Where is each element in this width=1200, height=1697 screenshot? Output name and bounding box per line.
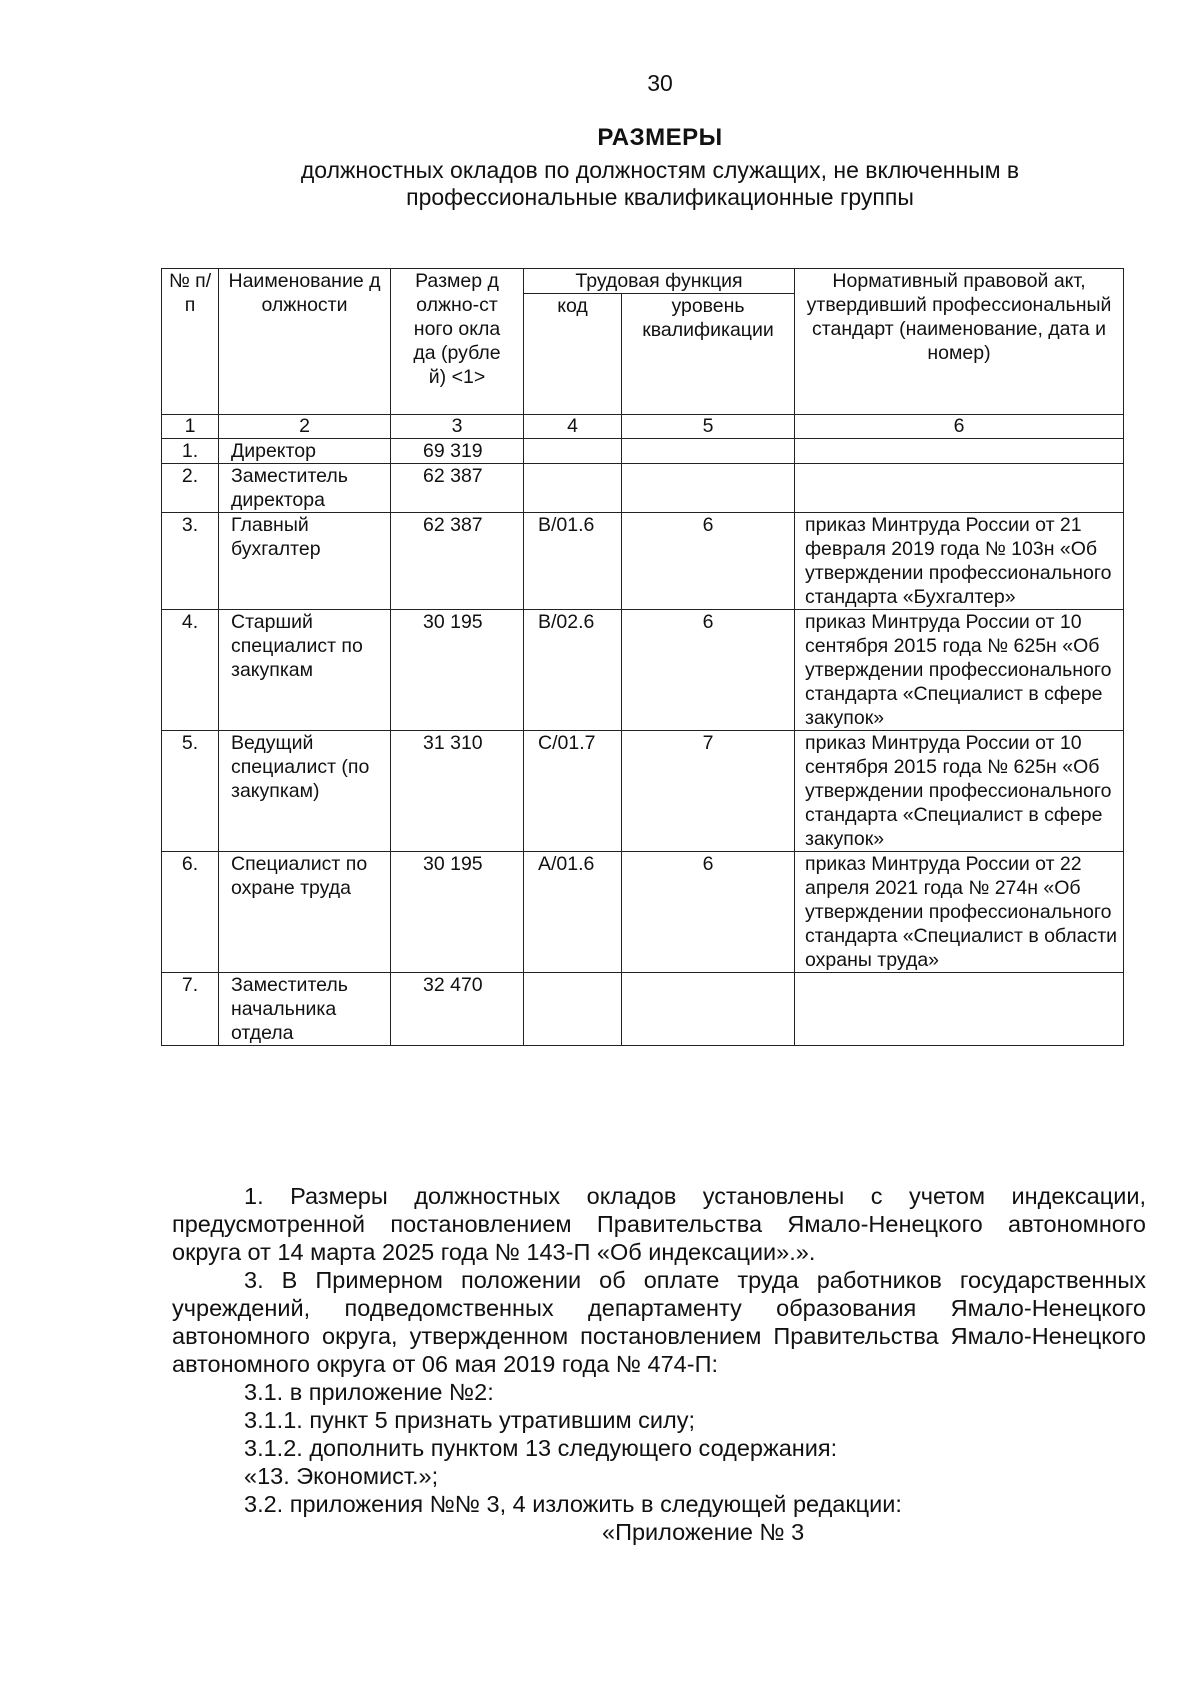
column-number: 2	[219, 415, 391, 439]
document-subtitle: должностных окладов по должностям служащих, не включенным в профессиональные квалификационные группы	[300, 157, 1020, 210]
row-code: A/01.6	[524, 852, 622, 973]
row-num: 4.	[162, 610, 219, 731]
table-row	[162, 610, 1124, 731]
table-row	[162, 852, 1124, 973]
row-act: приказ Минтруда России от 22 апреля 2021 года № 274н «Об утверждении профессионального стандарта «Специалист в области охраны труда»	[795, 852, 1124, 973]
header-qualification-level: уровень квалификации	[622, 294, 795, 415]
paragraph-indexation-note: 1. Размеры должностных окладов установлены с учетом индексации, предусмотренной постановлением Правительства Ямало-Ненецкого автономного округа от 14 марта 2025 года № 143-П «Об индексации».».	[172, 1183, 1146, 1265]
paragraph-item-3-2: 3.2. приложения №№ 3, 4 изложить в следующей редакции:	[244, 1491, 902, 1517]
row-position: Главный бухгалтер	[219, 513, 391, 610]
body-text	[172, 1182, 1146, 1546]
column-numbers-row	[162, 415, 1124, 439]
page-number: 30	[647, 70, 673, 96]
row-salary: 32 470	[391, 973, 524, 1046]
header-code: код	[524, 294, 622, 415]
row-code	[524, 973, 622, 1046]
row-position: Ведущий специалист (по закупкам)	[219, 731, 391, 852]
row-position: Заместитель директора	[219, 464, 391, 513]
row-position: Директор	[219, 439, 391, 464]
paragraph-item-3-1: 3.1. в приложение №2:	[244, 1379, 494, 1405]
header-labor-function: Трудовая функция	[524, 269, 795, 294]
row-code	[524, 439, 622, 464]
row-position: Старший специалист по закупкам	[219, 610, 391, 731]
paragraph-item-3-1-1: 3.1.1. пункт 5 признать утратившим силу;	[244, 1407, 696, 1433]
row-num: 3.	[162, 513, 219, 610]
row-level: 6	[622, 513, 795, 610]
row-act: приказ Минтруда России от 21 февраля 2019 года № 103н «Об утверждении профессионального стандарта «Бухгалтер»	[795, 513, 1124, 610]
header-num: № п/п	[162, 269, 219, 415]
row-level: 7	[622, 731, 795, 852]
row-level	[622, 973, 795, 1046]
row-code	[524, 464, 622, 513]
row-salary: 31 310	[391, 731, 524, 852]
table-row	[162, 731, 1124, 852]
table-row	[162, 513, 1124, 610]
column-number: 4	[524, 415, 622, 439]
row-act: приказ Минтруда России от 10 сентября 2015 года № 625н «Об утверждении профессионального стандарта «Специалист в сфере закупок»	[795, 731, 1124, 852]
row-act	[795, 464, 1124, 513]
row-level: 6	[622, 610, 795, 731]
row-num: 7.	[162, 973, 219, 1046]
document-title: РАЗМЕРЫ	[597, 124, 723, 151]
row-salary: 30 195	[391, 610, 524, 731]
row-position: Специалист по охране труда	[219, 852, 391, 973]
appendix-3-heading: «Приложение № 3	[602, 1519, 805, 1545]
paragraph-item-3-1-2: 3.1.2. дополнить пунктом 13 следующего содержания:	[244, 1435, 838, 1461]
row-level	[622, 439, 795, 464]
row-num: 2.	[162, 464, 219, 513]
table-header-row	[162, 269, 1124, 294]
row-salary: 62 387	[391, 464, 524, 513]
header-salary: Размер должно-стного оклада (рублей) <1>	[391, 269, 524, 415]
column-number: 5	[622, 415, 795, 439]
header-legal-act: Нормативный правовой акт, утвердивший профессиональный стандарт (наименование, дата и номер)	[795, 269, 1124, 415]
row-code: C/01.7	[524, 731, 622, 852]
table-row	[162, 464, 1124, 513]
paragraph-item-3: 3. В Примерном положении об оплате труда работников государственных учреждений, подведомственных департаменту образования Ямало-Ненецкого автономного округа, утвержденном постановлением Правительства Ямало-Ненецкого автономного округа от 06 мая 2019 года № 474-П:	[172, 1267, 1146, 1377]
row-salary: 30 195	[391, 852, 524, 973]
row-num: 6.	[162, 852, 219, 973]
row-code: B/02.6	[524, 610, 622, 731]
column-number: 1	[162, 415, 219, 439]
row-position: Заместитель начальника отдела	[219, 973, 391, 1046]
header-position-name: Наименование должности	[219, 269, 391, 415]
row-num: 5.	[162, 731, 219, 852]
row-level	[622, 464, 795, 513]
row-act: приказ Минтруда России от 10 сентября 2015 года № 625н «Об утверждении профессионального стандарта «Специалист в сфере закупок»	[795, 610, 1124, 731]
table-row	[162, 439, 1124, 464]
salary-table	[161, 268, 1124, 1046]
column-number: 3	[391, 415, 524, 439]
row-salary: 62 387	[391, 513, 524, 610]
table-row	[162, 973, 1124, 1046]
paragraph-economist: «13. Экономист.»;	[244, 1463, 439, 1489]
row-num: 1.	[162, 439, 219, 464]
row-code: B/01.6	[524, 513, 622, 610]
row-level: 6	[622, 852, 795, 973]
column-number: 6	[795, 415, 1124, 439]
row-act	[795, 439, 1124, 464]
row-salary: 69 319	[391, 439, 524, 464]
row-act	[795, 973, 1124, 1046]
